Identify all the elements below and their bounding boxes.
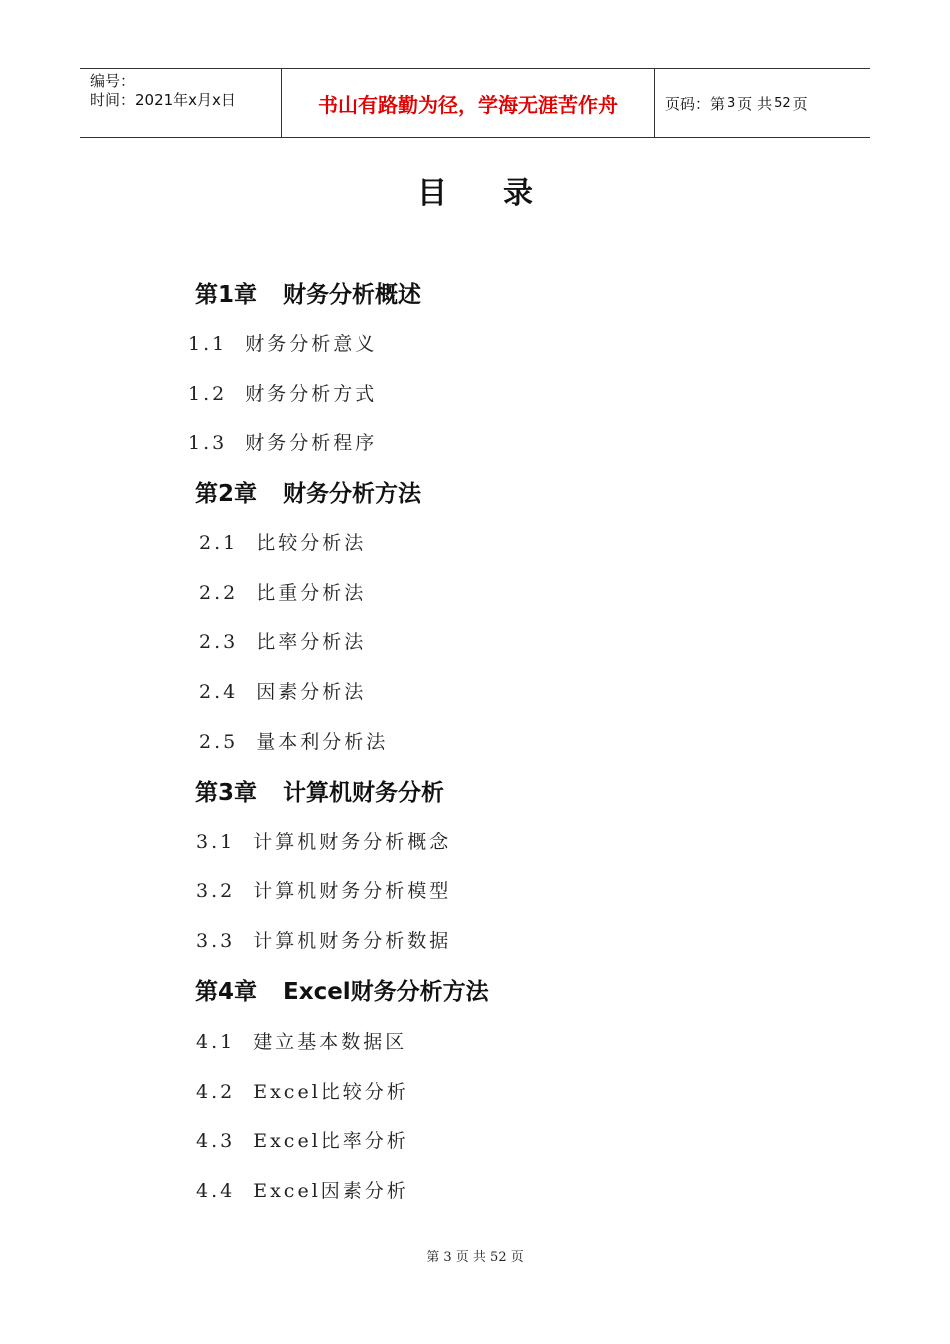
page-prefix: 页码：第 bbox=[665, 94, 726, 113]
entry-number: 4.4 bbox=[196, 1180, 236, 1202]
toc-section bbox=[199, 627, 366, 654]
entry-title: 财务分析方式 bbox=[245, 383, 378, 405]
toc-chapter bbox=[195, 973, 489, 1006]
entry-title: Excel比率分析 bbox=[253, 1130, 409, 1152]
entry-title: 财务分析程序 bbox=[245, 432, 378, 454]
toc-section bbox=[199, 528, 366, 555]
toc-section bbox=[188, 379, 377, 406]
entry-title: 财务分析意义 bbox=[245, 333, 378, 355]
entry-number: 1.3 bbox=[188, 432, 228, 454]
entry-number: 1.1 bbox=[188, 333, 228, 355]
toc-section bbox=[196, 1027, 407, 1054]
entry-number: 4.1 bbox=[196, 1031, 236, 1053]
entry-number: 2.3 bbox=[199, 631, 239, 653]
entry-number: 第3章 bbox=[195, 780, 258, 806]
entry-title: Excel财务分析方法 bbox=[283, 979, 489, 1005]
page-total: 52 bbox=[774, 95, 791, 111]
toc-section bbox=[196, 1126, 409, 1153]
entry-title: 计算机财务分析数据 bbox=[253, 930, 452, 952]
entry-title: 计算机财务分析概念 bbox=[253, 831, 452, 853]
entry-number: 2.1 bbox=[199, 532, 239, 554]
page-header bbox=[80, 68, 870, 138]
page-current: 3 bbox=[727, 95, 736, 111]
entry-number: 4.3 bbox=[196, 1130, 236, 1152]
toc-section bbox=[199, 677, 366, 704]
entry-title: Excel因素分析 bbox=[253, 1180, 409, 1202]
entry-title: 计算机财务分析模型 bbox=[253, 880, 452, 902]
entry-number: 3.1 bbox=[196, 831, 236, 853]
entry-number: 3.3 bbox=[196, 930, 236, 952]
entry-title: Excel比较分析 bbox=[253, 1081, 409, 1103]
toc-title: 目录 bbox=[417, 176, 589, 211]
toc-section bbox=[196, 827, 451, 854]
entry-title: 财务分析方法 bbox=[283, 481, 422, 507]
entry-title: 量本利分析法 bbox=[256, 731, 389, 753]
entry-title: 财务分析概述 bbox=[283, 282, 422, 308]
toc-section bbox=[196, 1077, 409, 1104]
serial-label: 编号： bbox=[90, 72, 136, 90]
entry-number: 2.4 bbox=[199, 681, 239, 703]
entry-title: 比重分析法 bbox=[256, 582, 367, 604]
toc-chapter bbox=[195, 774, 444, 807]
header-meta bbox=[80, 69, 282, 137]
entry-number: 第1章 bbox=[195, 282, 258, 308]
toc-section bbox=[199, 727, 388, 754]
page-footer: 第 3 页 共 52 页 bbox=[426, 1250, 524, 1265]
entry-number: 第4章 bbox=[195, 979, 258, 1005]
toc-chapter bbox=[195, 276, 421, 309]
toc-section bbox=[199, 578, 366, 605]
entry-number: 1.2 bbox=[188, 383, 228, 405]
entry-title: 建立基本数据区 bbox=[253, 1031, 408, 1053]
entry-title: 比较分析法 bbox=[256, 532, 367, 554]
toc-section bbox=[188, 329, 377, 356]
entry-title: 计算机财务分析 bbox=[283, 780, 445, 806]
time-label: 时间：2021年x月x日 bbox=[90, 91, 236, 109]
header-motto: 书山有路勤为径，学海无涯苦作舟 bbox=[282, 69, 655, 137]
entry-number: 3.2 bbox=[196, 880, 236, 902]
entry-title: 比率分析法 bbox=[256, 631, 367, 653]
entry-title: 因素分析法 bbox=[256, 681, 367, 703]
toc-section bbox=[196, 876, 451, 903]
toc-section bbox=[196, 1176, 409, 1203]
header-page-info bbox=[655, 69, 870, 137]
toc-section bbox=[196, 926, 451, 953]
page-suffix: 页 bbox=[792, 94, 808, 113]
entry-number: 4.2 bbox=[196, 1081, 236, 1103]
entry-number: 第2章 bbox=[195, 481, 258, 507]
entry-number: 2.2 bbox=[199, 582, 239, 604]
page-middle: 页 共 bbox=[737, 94, 773, 113]
entry-number: 2.5 bbox=[199, 731, 239, 753]
toc-chapter bbox=[195, 475, 421, 508]
toc-section bbox=[188, 428, 377, 455]
